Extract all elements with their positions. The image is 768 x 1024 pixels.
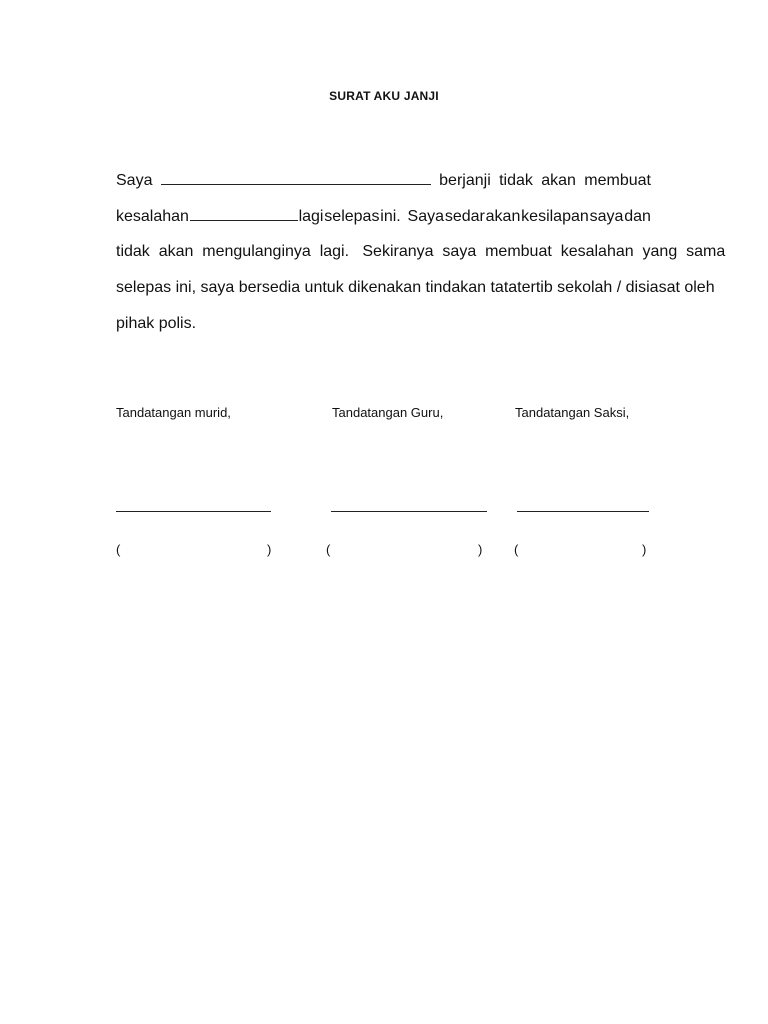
word: dan xyxy=(624,208,651,225)
paragraph-line-3: tidak akan mengulanginya lagi. Sekiranya saya membuat kesalahan yang sama xyxy=(116,243,726,260)
paren-close-witness: ) xyxy=(642,542,647,557)
paren-open-teacher: ( xyxy=(326,542,331,557)
paren-open-witness: ( xyxy=(514,542,519,557)
word: berjanji xyxy=(439,172,491,189)
paren-open-student: ( xyxy=(116,542,121,557)
offense-blank-field[interactable] xyxy=(190,208,298,221)
word: lagi xyxy=(298,208,324,225)
word: membuat xyxy=(584,172,651,189)
signature-line-witness[interactable] xyxy=(517,511,649,512)
word: Saya xyxy=(407,208,444,225)
word: kesilapan xyxy=(521,208,589,225)
signature-label-witness: Tandatangan Saksi, xyxy=(515,405,630,420)
word: sedar xyxy=(444,208,485,225)
paragraph-line-1 xyxy=(116,171,651,191)
word: Saya xyxy=(116,172,153,189)
word: saya xyxy=(589,208,624,225)
word: ini. xyxy=(380,208,401,225)
name-blank-field[interactable] xyxy=(161,172,431,185)
word: akan xyxy=(541,172,576,189)
paren-close-student: ) xyxy=(267,542,272,557)
word: kesalahan xyxy=(116,208,189,225)
signature-line-student[interactable] xyxy=(116,511,271,512)
signature-label-student: Tandatangan murid, xyxy=(116,405,231,420)
word: selepas xyxy=(324,208,380,225)
document-title: SURAT AKU JANJI xyxy=(329,89,439,103)
paragraph-line-4: selepas ini, saya bersedia untuk dikenakan tindakan tatatertib sekolah / disiasat oleh xyxy=(116,279,715,296)
word: akan xyxy=(485,208,521,225)
signature-line-teacher[interactable] xyxy=(331,511,487,512)
paragraph-line-2 xyxy=(116,207,651,227)
paragraph-line-5: pihak polis. xyxy=(116,315,197,332)
signature-label-teacher: Tandatangan Guru, xyxy=(332,405,444,420)
word: tidak xyxy=(499,172,533,189)
paren-close-teacher: ) xyxy=(478,542,483,557)
